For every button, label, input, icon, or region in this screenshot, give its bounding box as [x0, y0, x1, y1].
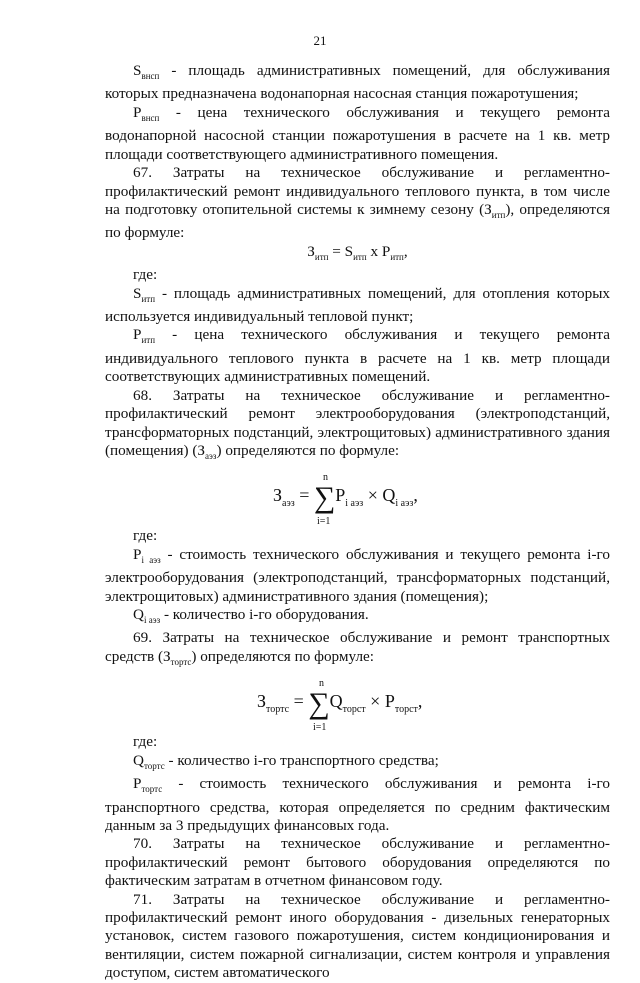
formula-punct: , [403, 242, 408, 260]
symbol-subscript: тортс [170, 656, 192, 667]
paragraph-70: 70. Затраты на техническое обслуживание и регламентно-профилактический ремонт бытового оборудования определяются по фактическим затратам в отчетном финансовом году. [105, 835, 610, 890]
formula-symbol: P [335, 485, 346, 506]
symbol: Q [133, 606, 144, 623]
symbol: S [133, 62, 142, 79]
gde-label: где: [133, 266, 158, 284]
gde-label: где: [133, 733, 158, 751]
paragraph-text: 68. Затраты на техническое обслуживание и регламентно-профилактический ремонт электрооборудования (электроподстанций, трансформаторных подстанций, электрощитовых) административного здания (помещения) (З [105, 386, 610, 459]
paragraph-p-tortc [105, 775, 610, 835]
sum-lower-limit: i=1 [317, 516, 331, 528]
formula-equals: = [293, 691, 304, 712]
formula-tortc [105, 675, 610, 734]
paragraph-text: 67. Затраты на техническое обслуживание и регламентно-профилактический ремонт индивидуального теплового пункта, в том числе на подготовку отопительной системы к зимнему сезону (З [105, 164, 610, 218]
symbol-subscript: итп [141, 293, 156, 304]
formula-symbol: P [384, 691, 395, 712]
formula-subscript: итп [314, 251, 329, 262]
formula-symbol: = S [328, 242, 354, 260]
symbol-subscript: итп [141, 335, 156, 346]
paragraph-text: - стоимость технического обслуживания и ремонта i-го транспортного средства, которая определяется по средним фактическим данным за 3 предыдущих финансовых года. [105, 775, 610, 834]
formula-line [257, 687, 423, 721]
symbol: Q [133, 751, 144, 769]
paragraph-p-vnsp [105, 104, 610, 164]
symbol: P [133, 326, 142, 344]
symbol: P [133, 545, 142, 563]
sum-lower-limit: i=1 [313, 722, 327, 734]
symbol-subscript: i аэз [141, 554, 161, 565]
formula-symbol: З [307, 242, 315, 260]
paragraph-68 [105, 387, 610, 466]
formula-subscript: итп [353, 251, 367, 262]
times-symbol: × [367, 485, 378, 506]
symbol-subscript: тортс [143, 760, 165, 771]
paragraph-s-vnsp [105, 62, 610, 104]
page-body [105, 62, 610, 983]
paragraph-71: 71. Затраты на техническое обслуживание и регламентно-профилактический ремонт иного оборудования - дизельных генераторных установок, систем газового пожаротушения, систем кондиционирования и вентиляции, систем пожарной сигнализации, систем контроля и управления доступом, систем автоматического [105, 890, 610, 982]
formula-line [273, 481, 418, 515]
gde-label: где: [133, 527, 158, 545]
paragraph-p-itp [105, 326, 610, 386]
symbol-subscript: i аэз [143, 615, 161, 626]
paragraph-text: - площадь административных помещений, для обслуживания которых предназначена водонапорная насосная станция пожаротушения; [105, 62, 610, 103]
symbol-subscript: внсп [141, 71, 160, 82]
symbol-subscript: тортс [141, 784, 163, 795]
formula-symbol: Q [382, 485, 396, 506]
sum-upper-limit: n [323, 472, 328, 484]
symbol-subscript: итп [491, 209, 506, 220]
symbol-subscript: внсп [141, 112, 160, 123]
formula-subscript: торст [342, 704, 366, 716]
sigma-symbol: ∑ [313, 481, 336, 515]
formula-punct: , [417, 691, 423, 712]
paragraph-q-aez [105, 606, 610, 629]
sigma-symbol: ∑ [308, 687, 330, 721]
formula-subscript: итп [390, 251, 404, 262]
paragraph-text: - стоимость технического обслуживания и текущего ремонта i-го электрооборудования (электроподстанций, трансформаторных подстанций, электрощитовых) административного здания (помещения); [105, 545, 610, 605]
paragraph-text: - площадь административных помещений, для отопления которых используется индивидуальный тепловой пункт; [105, 284, 610, 326]
formula-subscript: аэз [282, 498, 295, 510]
symbol: P [133, 775, 142, 793]
formula-subscript: i аэз [395, 498, 414, 510]
paragraph-q-tortc [105, 752, 610, 775]
formula-subscript: i аэз [345, 498, 364, 510]
formula-symbol: х P [366, 242, 391, 260]
sum-upper-limit: n [319, 678, 324, 690]
paragraph-text: - цена технического обслуживания и текущего ремонта водонапорной насосной станции пожаротушения в расчете на 1 кв. метр площади соответствующего административного помещения. [105, 103, 610, 163]
times-symbol: × [370, 691, 381, 712]
formula-subscript: тортс [266, 704, 290, 716]
symbol: P [133, 103, 142, 121]
formula-symbol: З [273, 485, 283, 506]
formula-itp [105, 243, 610, 266]
paragraph-text: ), определяются по формуле: [105, 200, 610, 242]
paragraph-text: 69. Затраты на техническое обслуживание и ремонт транспортных средств (З [105, 629, 610, 665]
formula-punct: , [413, 485, 418, 506]
symbol: S [133, 284, 142, 302]
paragraph-text: - количество i-го транспортного средства; [164, 751, 439, 769]
paragraph-p-aez [105, 546, 610, 606]
paragraph-text: - цена технического обслуживания и текущего ремонта индивидуального теплового пункта в расчете на 1 кв. метр площади соответствующих административных помещений. [105, 326, 610, 386]
paragraph-69 [105, 629, 610, 671]
formula-equals: = [299, 485, 310, 506]
formula-symbol: Q [329, 691, 343, 712]
paragraph-67 [105, 164, 610, 243]
formula-subscript: торст [394, 704, 418, 716]
page-number: 21 [313, 33, 327, 48]
paragraph-text: ) определяются по формуле: [191, 647, 374, 665]
formula-symbol: З [257, 691, 267, 712]
formula-aez [105, 469, 610, 528]
paragraph-s-itp [105, 285, 610, 327]
paragraph-text: - количество i-го оборудования. [160, 606, 369, 623]
symbol-subscript: аэз [205, 450, 217, 461]
paragraph-text: ) определяются по формуле: [216, 441, 400, 459]
